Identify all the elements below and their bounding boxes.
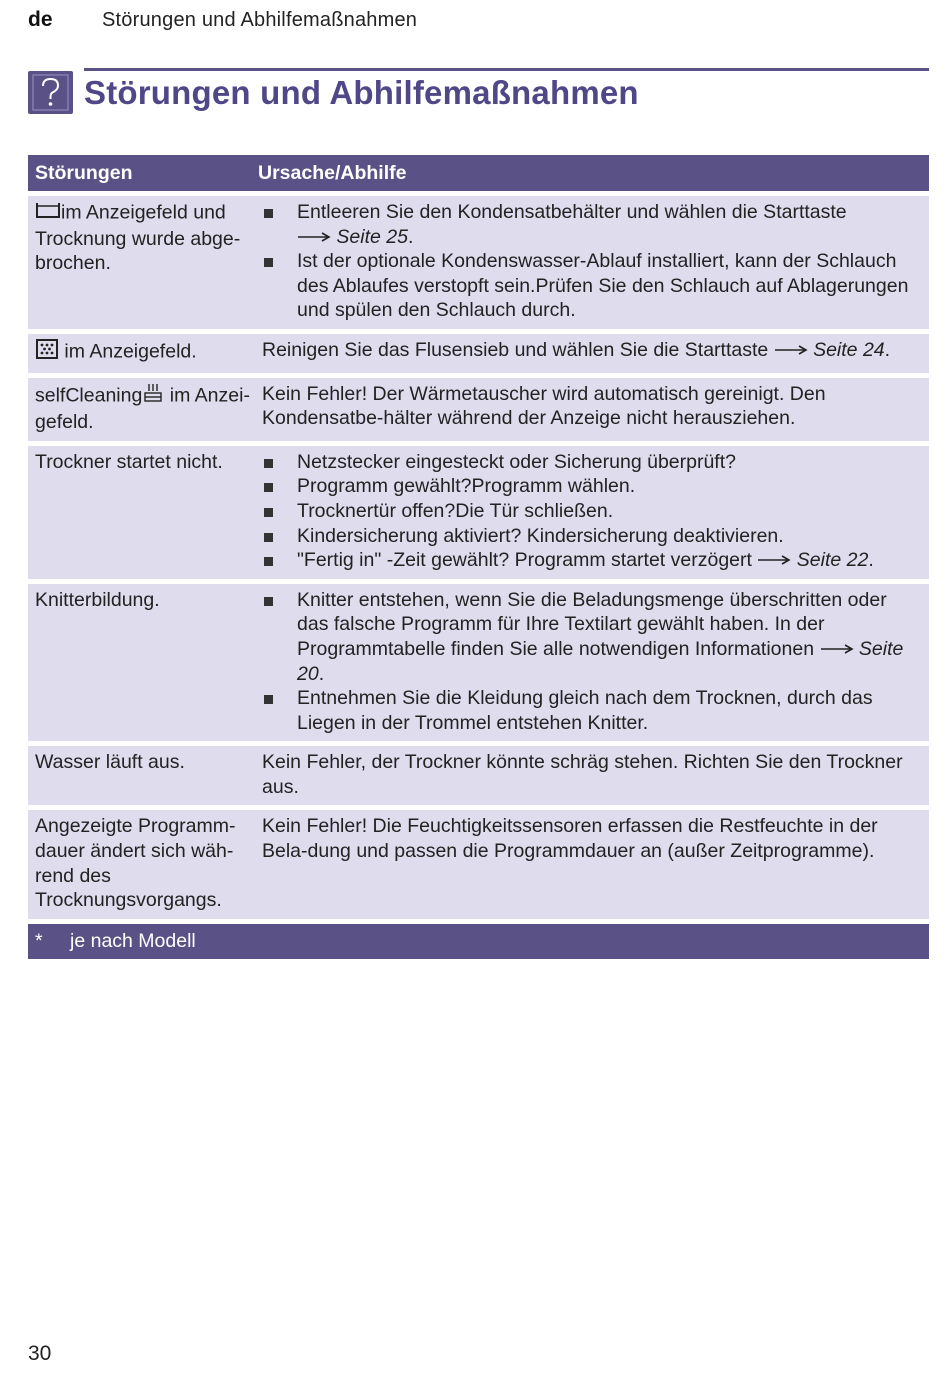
table-row bbox=[28, 446, 929, 579]
remedy-cell bbox=[262, 450, 929, 573]
problem-cell: Angezeigte Programm-dauer ändert sich wäh-rend des Trocknungsvorgangs. bbox=[35, 815, 236, 912]
column-header-problem: Störungen bbox=[35, 161, 133, 184]
remedy-cell: Kein Fehler! Der Wärmetauscher wird automatisch gereinigt. Den Kondensatbe-hälter während der Anzeige nicht herausziehen. bbox=[262, 382, 826, 430]
arrow-right-icon bbox=[774, 338, 808, 363]
footnote-mark: * bbox=[35, 929, 43, 952]
condensate-container-icon bbox=[35, 200, 61, 227]
bullet-icon bbox=[262, 249, 297, 323]
self-cleaning-icon bbox=[142, 382, 164, 411]
table-row bbox=[28, 196, 929, 329]
bullet-icon bbox=[262, 499, 297, 524]
troubleshooting-table bbox=[28, 155, 929, 959]
bullet-icon bbox=[262, 524, 297, 549]
problem-text: im Anzeigefeld und Trocknung wurde abge-brochen. bbox=[35, 201, 241, 275]
remedy-text: Reinigen Sie das Flusensieb und wählen Sie die Starttaste bbox=[262, 338, 769, 361]
question-mark-icon bbox=[28, 71, 73, 114]
problem-text: im Anzeigefeld. bbox=[64, 340, 197, 363]
remedy-text: Knitter entstehen, wenn Sie die Beladungsmenge überschritten oder das falsche Programm für Ihre Textilart gewählt haben. In der Programmtabelle finden Sie alle notwendigen Informationen bbox=[297, 588, 887, 660]
problem-cell: Wasser läuft aus. bbox=[35, 751, 185, 774]
table-row bbox=[28, 810, 929, 918]
list-item bbox=[262, 249, 923, 323]
list-item bbox=[262, 686, 923, 735]
remedy-cell: Kein Fehler! Die Feuchtigkeitssensoren erfassen die Restfeuchte in der Bela-dung und passen die Programmdauer an (außer Zeitprogramme). bbox=[262, 815, 878, 863]
list-item bbox=[262, 450, 923, 475]
bullet-icon bbox=[262, 200, 297, 249]
remedy-text: Programm gewählt?Programm wählen. bbox=[297, 475, 636, 498]
remedy-text: Ist der optionale Kondenswasser-Ablauf installiert, kann der Schlauch des Ablaufes verstopft sein.Prüfen Sie den Schlauch auf Ablagerungen und spülen den Schlauch durch. bbox=[297, 250, 909, 322]
page-number: 30 bbox=[28, 1342, 52, 1365]
arrow-right-icon bbox=[297, 225, 331, 250]
column-header-remedy: Ursache/Abhilfe bbox=[258, 161, 407, 184]
table-header bbox=[28, 155, 929, 191]
arrow-right-icon bbox=[820, 637, 854, 662]
problem-cell bbox=[28, 200, 262, 323]
remedy-text: "Fertig in" -Zeit gewählt? Programm startet verzögert bbox=[297, 549, 752, 572]
remedy-text: Entnehmen Sie die Kleidung gleich nach dem Trocknen, durch das Liegen in der Trommel entstehen Knitter. bbox=[297, 687, 873, 734]
table-row bbox=[28, 746, 929, 805]
problem-cell: Trockner startet nicht. bbox=[35, 450, 223, 473]
table-footnote bbox=[28, 924, 929, 959]
list-item bbox=[262, 499, 923, 524]
bullet-icon bbox=[262, 686, 297, 735]
problem-text: selfCleaning bbox=[35, 384, 143, 407]
remedy-text: Kindersicherung aktiviert? Kindersicherung deaktivieren. bbox=[297, 524, 784, 547]
problem-cell: Knitterbildung. bbox=[35, 588, 160, 611]
remedy-text: Trocknertür offen?Die Tür schließen. bbox=[297, 499, 614, 522]
section-rule bbox=[84, 68, 929, 71]
remedy-cell bbox=[262, 588, 929, 736]
remedy-cell: Kein Fehler, der Trockner könnte schräg stehen. Richten Sie den Trockner aus. bbox=[262, 751, 903, 798]
remedy-cell bbox=[262, 200, 929, 323]
footnote-text: je nach Modell bbox=[70, 929, 196, 952]
list-item: "Fertig in" -Zeit gewählt? Programm startet verzögert Seite 22. bbox=[262, 548, 923, 573]
running-header-title: Störungen und Abhilfemaßnahmen bbox=[102, 9, 418, 31]
list-item bbox=[262, 474, 923, 499]
list-item: Entleeren Sie den Kondensatbehälter und wählen die Starttaste Seite 25. bbox=[262, 200, 923, 249]
bullet-icon bbox=[262, 588, 297, 686]
page-reference-link[interactable]: Seite 22 bbox=[796, 549, 869, 572]
bullet-icon bbox=[262, 474, 297, 499]
table-row bbox=[28, 584, 929, 742]
page-reference-link[interactable]: Seite 24 bbox=[813, 338, 885, 361]
arrow-right-icon bbox=[757, 548, 791, 573]
section-title: Störungen und Abhilfemaßnahmen bbox=[84, 74, 639, 111]
remedy-text: Netzstecker eingesteckt oder Sicherung überprüft? bbox=[297, 450, 736, 473]
table-row bbox=[28, 378, 929, 441]
problem-text-suffix: im Anzei-gefeld. bbox=[35, 384, 250, 434]
bullet-icon bbox=[262, 548, 297, 573]
bullet-icon bbox=[262, 450, 297, 475]
page-reference-link[interactable]: Seite 25 bbox=[336, 225, 408, 248]
list-item bbox=[262, 524, 923, 549]
remedy-cell: Reinigen Sie das Flusensieb und wählen Sie die Starttaste Seite 24. bbox=[262, 338, 891, 361]
running-header-lang: de bbox=[28, 8, 53, 31]
table-row bbox=[28, 334, 929, 373]
remedy-text: Entleeren Sie den Kondensatbehälter und wählen die Starttaste bbox=[297, 201, 847, 223]
problem-cell bbox=[28, 382, 262, 435]
page-reference-link[interactable]: Seite 20 bbox=[297, 637, 904, 685]
lint-filter-icon bbox=[35, 338, 59, 367]
problem-cell bbox=[28, 338, 262, 367]
list-item: Knitter entstehen, wenn Sie die Beladungsmenge überschritten oder das falsche Programm für Ihre Textilart gewählt haben. In der Programmtabelle finden Sie alle notwendigen Informationen Seite 20. bbox=[262, 588, 923, 686]
